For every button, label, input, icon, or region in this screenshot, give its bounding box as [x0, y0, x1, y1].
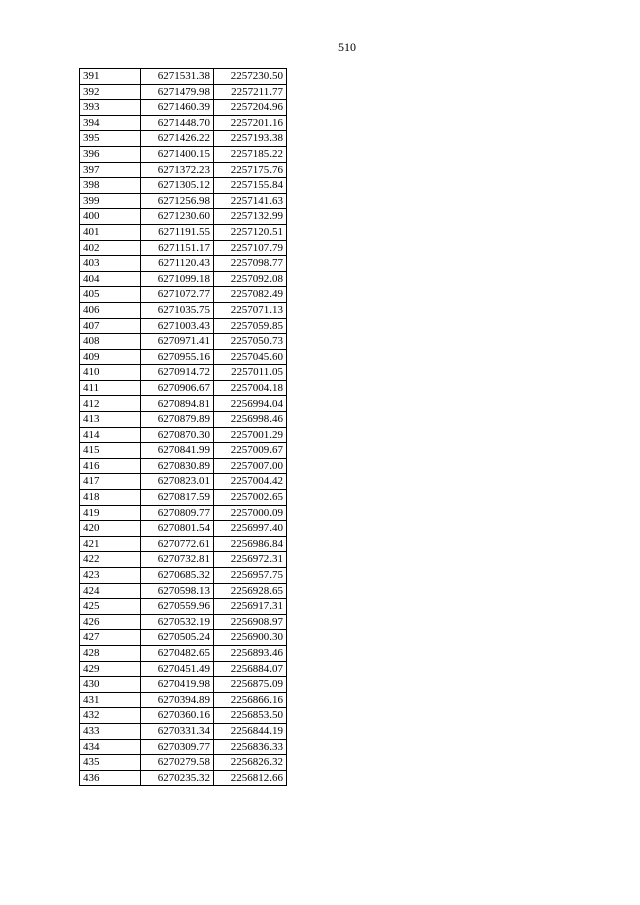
- page-number: 510: [338, 40, 356, 54]
- y-coordinate-cell: 2256893.46: [214, 645, 287, 661]
- point-number-cell: 436: [80, 770, 141, 786]
- y-coordinate-cell: 2256900.30: [214, 630, 287, 646]
- y-coordinate-cell: 2257107.79: [214, 240, 287, 256]
- y-coordinate-cell: 2256844.19: [214, 723, 287, 739]
- table-row: [80, 100, 287, 116]
- x-coordinate-cell: 6271372.23: [141, 162, 214, 178]
- y-coordinate-cell: 2257204.96: [214, 100, 287, 116]
- table-row: [80, 287, 287, 303]
- x-coordinate-cell: 6270914.72: [141, 365, 214, 381]
- y-coordinate-cell: 2257004.42: [214, 474, 287, 490]
- table-row: [80, 162, 287, 178]
- x-coordinate-cell: 6271426.22: [141, 131, 214, 147]
- table-row: [80, 583, 287, 599]
- y-coordinate-cell: 2257098.77: [214, 256, 287, 272]
- point-number-cell: 421: [80, 536, 141, 552]
- point-number-cell: 404: [80, 271, 141, 287]
- point-number-cell: 409: [80, 349, 141, 365]
- point-number-cell: 399: [80, 193, 141, 209]
- x-coordinate-cell: 6270394.89: [141, 692, 214, 708]
- table-row: [80, 599, 287, 615]
- y-coordinate-cell: 2256998.46: [214, 412, 287, 428]
- y-coordinate-cell: 2257132.99: [214, 209, 287, 225]
- table-row: [80, 536, 287, 552]
- y-coordinate-cell: 2257185.22: [214, 146, 287, 162]
- y-coordinate-cell: 2256917.31: [214, 599, 287, 615]
- y-coordinate-cell: 2256986.84: [214, 536, 287, 552]
- y-coordinate-cell: 2257230.50: [214, 69, 287, 85]
- y-coordinate-cell: 2256928.65: [214, 583, 287, 599]
- y-coordinate-cell: 2257045.60: [214, 349, 287, 365]
- table-row: [80, 209, 287, 225]
- x-coordinate-cell: 6271035.75: [141, 302, 214, 318]
- table-row: [80, 271, 287, 287]
- coordinates-table: [79, 68, 287, 786]
- x-coordinate-cell: 6270870.30: [141, 427, 214, 443]
- point-number-cell: 394: [80, 115, 141, 131]
- x-coordinate-cell: 6270505.24: [141, 630, 214, 646]
- y-coordinate-cell: 2257211.77: [214, 84, 287, 100]
- table-row: [80, 178, 287, 194]
- table-row: [80, 458, 287, 474]
- y-coordinate-cell: 2256908.97: [214, 614, 287, 630]
- table-row: [80, 334, 287, 350]
- table-row: [80, 84, 287, 100]
- point-number-cell: 431: [80, 692, 141, 708]
- x-coordinate-cell: 6270823.01: [141, 474, 214, 490]
- y-coordinate-cell: 2257009.67: [214, 443, 287, 459]
- x-coordinate-cell: 6270971.41: [141, 334, 214, 350]
- y-coordinate-cell: 2257120.51: [214, 224, 287, 240]
- y-coordinate-cell: 2257141.63: [214, 193, 287, 209]
- table-row: [80, 755, 287, 771]
- table-row: [80, 521, 287, 537]
- table-row: [80, 505, 287, 521]
- x-coordinate-cell: 6271072.77: [141, 287, 214, 303]
- table-row: [80, 146, 287, 162]
- y-coordinate-cell: 2257082.49: [214, 287, 287, 303]
- table-row: [80, 115, 287, 131]
- point-number-cell: 426: [80, 614, 141, 630]
- y-coordinate-cell: 2256994.04: [214, 396, 287, 412]
- x-coordinate-cell: 6270598.13: [141, 583, 214, 599]
- y-coordinate-cell: 2257000.09: [214, 505, 287, 521]
- table-row: [80, 630, 287, 646]
- point-number-cell: 391: [80, 69, 141, 85]
- coordinates-table-body: [80, 69, 287, 786]
- x-coordinate-cell: 6270906.67: [141, 380, 214, 396]
- point-number-cell: 425: [80, 599, 141, 615]
- x-coordinate-cell: 6270732.81: [141, 552, 214, 568]
- table-row: [80, 365, 287, 381]
- y-coordinate-cell: 2256812.66: [214, 770, 287, 786]
- x-coordinate-cell: 6270841.99: [141, 443, 214, 459]
- x-coordinate-cell: 6270879.89: [141, 412, 214, 428]
- table-row: [80, 568, 287, 584]
- point-number-cell: 419: [80, 505, 141, 521]
- point-number-cell: 428: [80, 645, 141, 661]
- x-coordinate-cell: 6270830.89: [141, 458, 214, 474]
- point-number-cell: 418: [80, 490, 141, 506]
- table-row: [80, 131, 287, 147]
- point-number-cell: 402: [80, 240, 141, 256]
- y-coordinate-cell: 2256853.50: [214, 708, 287, 724]
- point-number-cell: 407: [80, 318, 141, 334]
- point-number-cell: 397: [80, 162, 141, 178]
- table-row: [80, 708, 287, 724]
- x-coordinate-cell: 6270235.32: [141, 770, 214, 786]
- x-coordinate-cell: 6270482.65: [141, 645, 214, 661]
- table-row: [80, 723, 287, 739]
- x-coordinate-cell: 6270451.49: [141, 661, 214, 677]
- x-coordinate-cell: 6271531.38: [141, 69, 214, 85]
- point-number-cell: 414: [80, 427, 141, 443]
- x-coordinate-cell: 6270532.19: [141, 614, 214, 630]
- y-coordinate-cell: 2257092.08: [214, 271, 287, 287]
- x-coordinate-cell: 6271191.55: [141, 224, 214, 240]
- x-coordinate-cell: 6271256.98: [141, 193, 214, 209]
- table-row: [80, 552, 287, 568]
- x-coordinate-cell: 6270772.61: [141, 536, 214, 552]
- y-coordinate-cell: 2257004.18: [214, 380, 287, 396]
- point-number-cell: 401: [80, 224, 141, 240]
- point-number-cell: 403: [80, 256, 141, 272]
- x-coordinate-cell: 6270817.59: [141, 490, 214, 506]
- y-coordinate-cell: 2256997.40: [214, 521, 287, 537]
- y-coordinate-cell: 2257011.05: [214, 365, 287, 381]
- table-row: [80, 380, 287, 396]
- y-coordinate-cell: 2257155.84: [214, 178, 287, 194]
- point-number-cell: 433: [80, 723, 141, 739]
- y-coordinate-cell: 2257007.00: [214, 458, 287, 474]
- y-coordinate-cell: 2257001.29: [214, 427, 287, 443]
- x-coordinate-cell: 6270360.16: [141, 708, 214, 724]
- point-number-cell: 396: [80, 146, 141, 162]
- x-coordinate-cell: 6270331.34: [141, 723, 214, 739]
- x-coordinate-cell: 6271479.98: [141, 84, 214, 100]
- table-row: [80, 193, 287, 209]
- y-coordinate-cell: 2257071.13: [214, 302, 287, 318]
- point-number-cell: 413: [80, 412, 141, 428]
- table-row: [80, 396, 287, 412]
- point-number-cell: 430: [80, 677, 141, 693]
- table-row: [80, 739, 287, 755]
- x-coordinate-cell: 6270309.77: [141, 739, 214, 755]
- x-coordinate-cell: 6270809.77: [141, 505, 214, 521]
- y-coordinate-cell: 2257059.85: [214, 318, 287, 334]
- point-number-cell: 416: [80, 458, 141, 474]
- x-coordinate-cell: 6271448.70: [141, 115, 214, 131]
- point-number-cell: 393: [80, 100, 141, 116]
- x-coordinate-cell: 6270894.81: [141, 396, 214, 412]
- x-coordinate-cell: 6271230.60: [141, 209, 214, 225]
- x-coordinate-cell: 6270955.16: [141, 349, 214, 365]
- table-row: [80, 614, 287, 630]
- table-row: [80, 677, 287, 693]
- table-row: [80, 302, 287, 318]
- y-coordinate-cell: 2257201.16: [214, 115, 287, 131]
- table-row: [80, 69, 287, 85]
- y-coordinate-cell: 2256957.75: [214, 568, 287, 584]
- y-coordinate-cell: 2256884.07: [214, 661, 287, 677]
- x-coordinate-cell: 6271120.43: [141, 256, 214, 272]
- table-row: [80, 349, 287, 365]
- y-coordinate-cell: 2256826.32: [214, 755, 287, 771]
- table-row: [80, 427, 287, 443]
- x-coordinate-cell: 6271400.15: [141, 146, 214, 162]
- table-row: [80, 224, 287, 240]
- x-coordinate-cell: 6271305.12: [141, 178, 214, 194]
- x-coordinate-cell: 6270419.98: [141, 677, 214, 693]
- table-row: [80, 661, 287, 677]
- x-coordinate-cell: 6271003.43: [141, 318, 214, 334]
- table-row: [80, 443, 287, 459]
- table-row: [80, 240, 287, 256]
- y-coordinate-cell: 2257002.65: [214, 490, 287, 506]
- table-row: [80, 256, 287, 272]
- point-number-cell: 400: [80, 209, 141, 225]
- point-number-cell: 398: [80, 178, 141, 194]
- y-coordinate-cell: 2256875.09: [214, 677, 287, 693]
- point-number-cell: 420: [80, 521, 141, 537]
- point-number-cell: 435: [80, 755, 141, 771]
- table-row: [80, 412, 287, 428]
- y-coordinate-cell: 2257050.73: [214, 334, 287, 350]
- point-number-cell: 395: [80, 131, 141, 147]
- table-row: [80, 645, 287, 661]
- point-number-cell: 408: [80, 334, 141, 350]
- point-number-cell: 392: [80, 84, 141, 100]
- x-coordinate-cell: 6270559.96: [141, 599, 214, 615]
- point-number-cell: 406: [80, 302, 141, 318]
- table-row: [80, 692, 287, 708]
- table-row: [80, 474, 287, 490]
- x-coordinate-cell: 6270685.32: [141, 568, 214, 584]
- point-number-cell: 427: [80, 630, 141, 646]
- point-number-cell: 424: [80, 583, 141, 599]
- y-coordinate-cell: 2256972.31: [214, 552, 287, 568]
- x-coordinate-cell: 6270279.58: [141, 755, 214, 771]
- x-coordinate-cell: 6271151.17: [141, 240, 214, 256]
- point-number-cell: 423: [80, 568, 141, 584]
- point-number-cell: 422: [80, 552, 141, 568]
- table-row: [80, 770, 287, 786]
- table-row: [80, 490, 287, 506]
- y-coordinate-cell: 2256866.16: [214, 692, 287, 708]
- point-number-cell: 432: [80, 708, 141, 724]
- x-coordinate-cell: 6271099.18: [141, 271, 214, 287]
- y-coordinate-cell: 2257193.38: [214, 131, 287, 147]
- x-coordinate-cell: 6271460.39: [141, 100, 214, 116]
- y-coordinate-cell: 2257175.76: [214, 162, 287, 178]
- x-coordinate-cell: 6270801.54: [141, 521, 214, 537]
- point-number-cell: 417: [80, 474, 141, 490]
- point-number-cell: 415: [80, 443, 141, 459]
- table-row: [80, 318, 287, 334]
- point-number-cell: 405: [80, 287, 141, 303]
- point-number-cell: 412: [80, 396, 141, 412]
- point-number-cell: 434: [80, 739, 141, 755]
- point-number-cell: 429: [80, 661, 141, 677]
- point-number-cell: 410: [80, 365, 141, 381]
- point-number-cell: 411: [80, 380, 141, 396]
- y-coordinate-cell: 2256836.33: [214, 739, 287, 755]
